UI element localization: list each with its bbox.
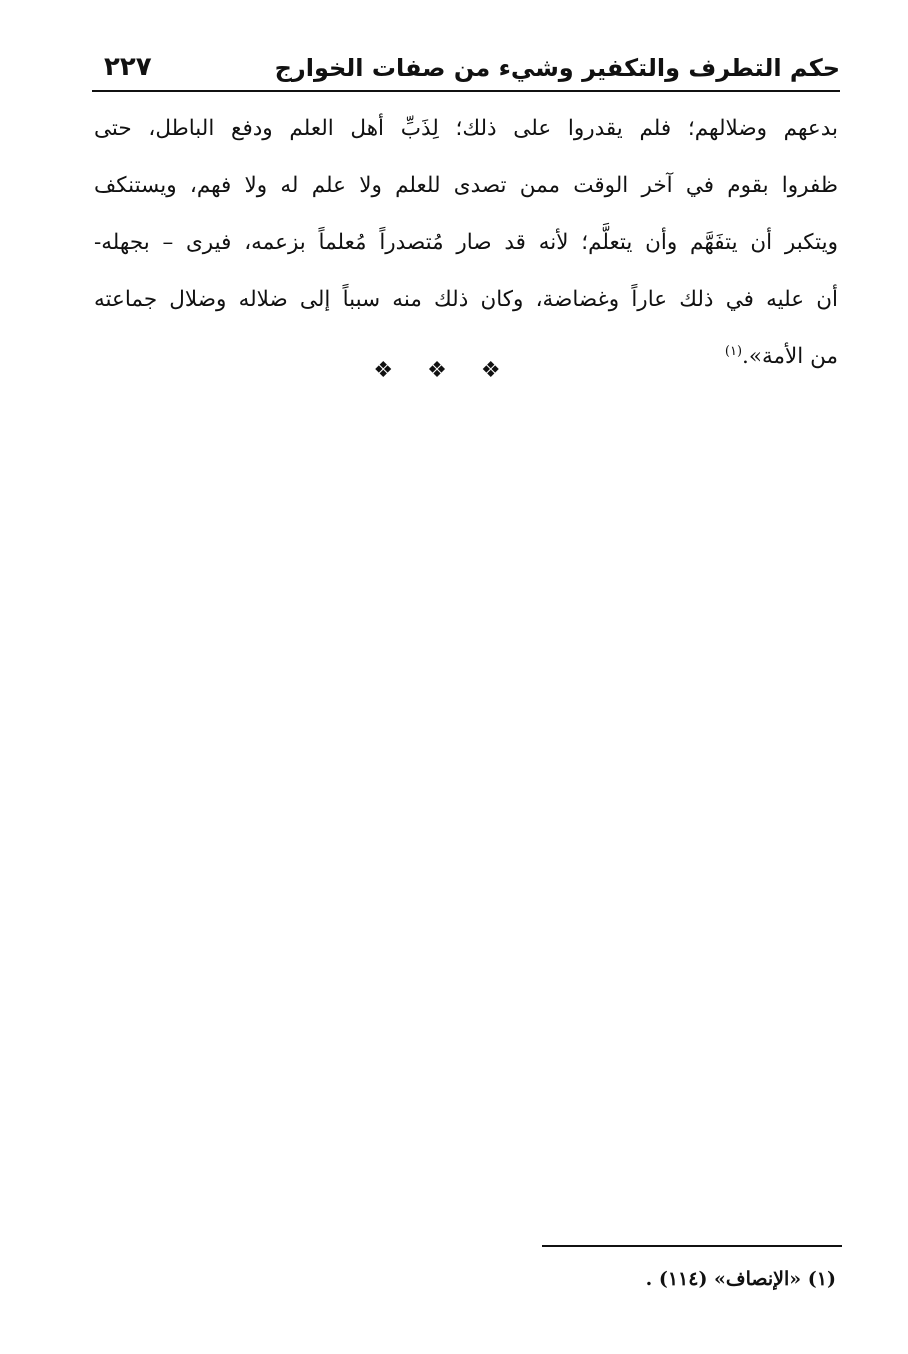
page-number: ٢٢٧ xyxy=(104,52,152,82)
footnote-reference: (١) xyxy=(724,343,743,359)
running-title: حكم التطرف والتكفير وشيء من صفات الخوارج xyxy=(274,54,840,82)
body-line: ويتكبر أن يتفَهَّم وأن يتعلَّم؛ لأنه قد صار مُتصدراً مُعلماً بزعمه، فيرى – بجهله- xyxy=(94,230,838,255)
footnote-rule xyxy=(542,1245,842,1247)
body-text xyxy=(94,100,838,385)
section-separator: ❖❖❖ xyxy=(373,358,535,383)
body-line: أن عليه في ذلك عاراً وغضاضة، وكان ذلك منه سبباً إلى ضلاله وضلال جماعته xyxy=(94,287,838,312)
body-line: ظفروا بقوم في آخر الوقت ممن تصدى للعلم ولا علم له ولا فهم، ويستنكف xyxy=(94,173,838,198)
body-line-text: من الأمة». xyxy=(742,344,838,369)
footnote: (١) «الإنصاف» (١١٤) . xyxy=(645,1268,836,1290)
body-line: بدعهم وضلالهم؛ فلم يقدروا على ذلك؛ لِذَبِّ أهل العلم ودفع الباطل، حتى xyxy=(94,116,838,141)
header-rule xyxy=(92,90,840,92)
page-header xyxy=(92,48,840,88)
